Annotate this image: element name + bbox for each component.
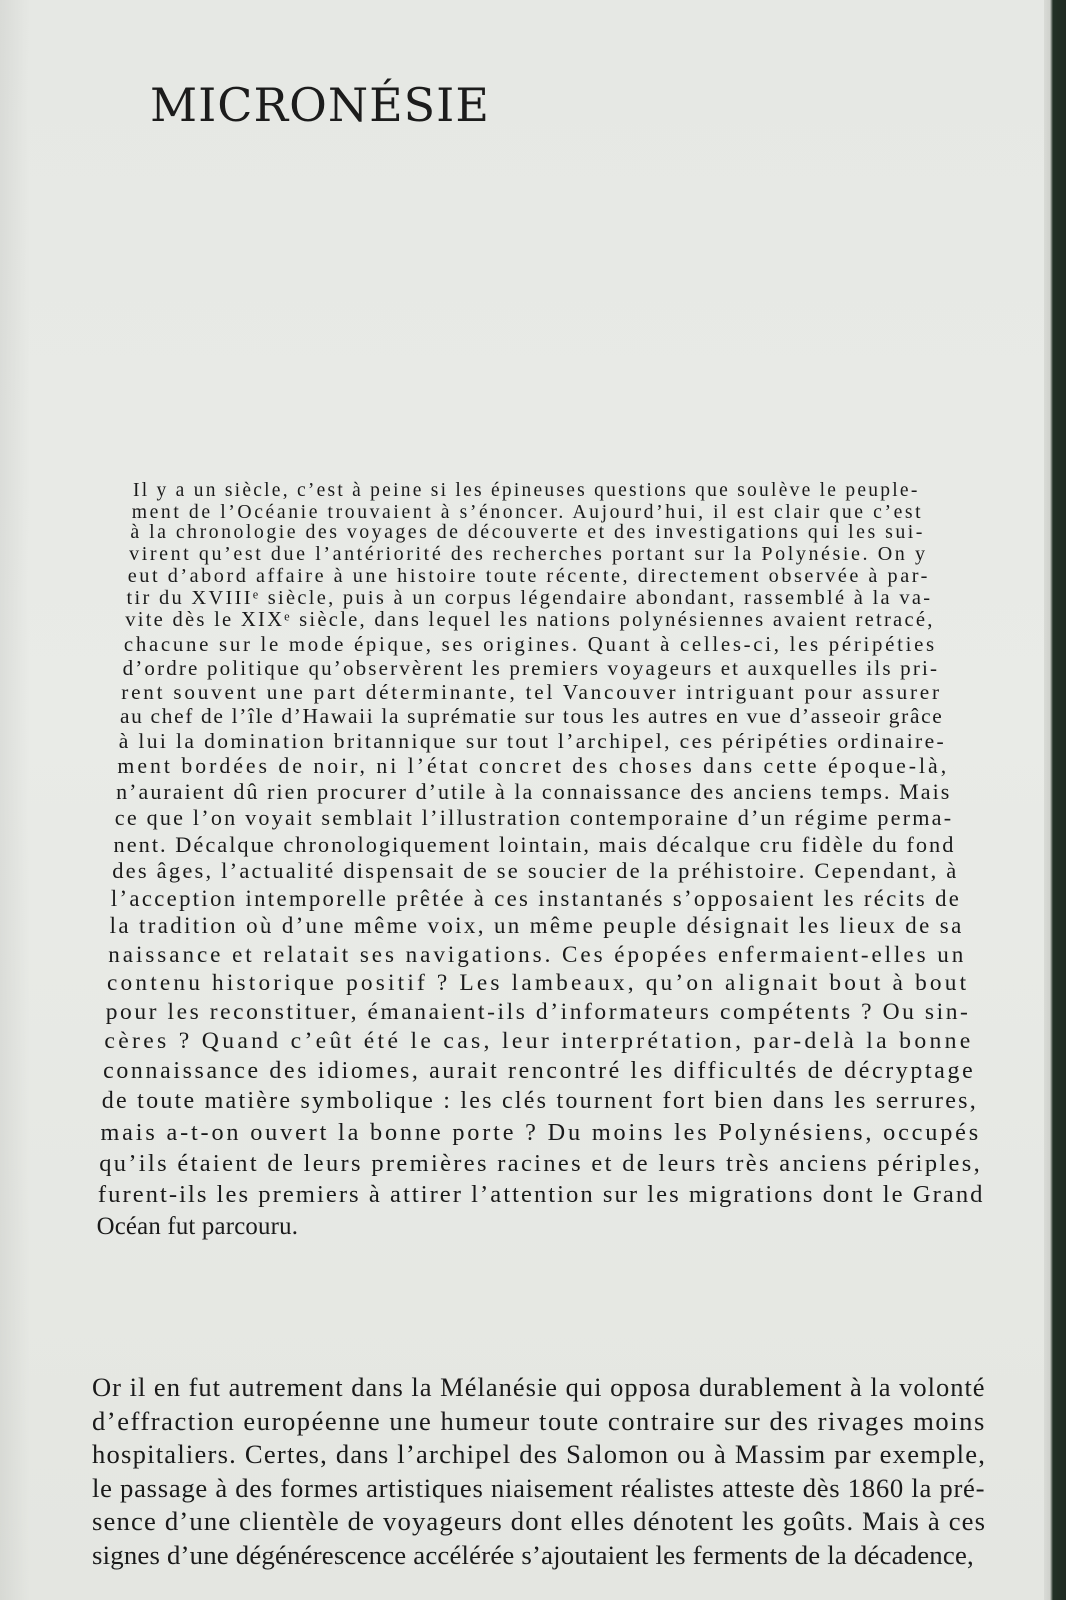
- text-line: cères ? Quand c’eût été le cas, leur interprétation, par-delà la bonne: [104, 1028, 974, 1054]
- text-line: à lui la domination britannique sur tout l’archipel, ces péripéties ordinaire-: [118, 728, 947, 753]
- text-line: nent. Décalque chronologiquement lointain, mais décalque cru fidèle du fond: [113, 831, 956, 857]
- text-line: contenu historique positif ? Les lambeaux, qu’on alignait bout à bout: [107, 969, 970, 996]
- chapter-title: MICRONÉSIE: [150, 78, 490, 132]
- text-line: ment de l’Océanie trouvaient à s’énoncer. Aujourd’hui, il est clair que c’est: [131, 500, 924, 523]
- text-line: n’auraient dû rien procurer d’utile à la connaissance des anciens temps. Mais: [116, 779, 952, 805]
- text-line: la tradition où d’une même voix, un même peuple désignait les lieux de sa: [109, 913, 964, 939]
- text-line: Océan fut parcouru.: [96, 1212, 299, 1240]
- text-line: Or il en fut autrement dans la Mélanésie qui opposa durablement à la volonté: [92, 1372, 986, 1402]
- text-line: eut d’abord affaire à une histoire toute récente, directement observée à par-: [127, 564, 930, 587]
- text-line: ce que l’on voyait semblait l’illustration contemporaine d’un régime perma-: [114, 805, 954, 831]
- text-line: furent-ils les premiers à attirer l’attention sur les migrations dont le Grand: [97, 1180, 985, 1208]
- text-line: au chef de l’île d’Hawaii la suprématie sur tous les autres en vue d’asseoir grâce: [120, 703, 944, 728]
- text-line: Il y a un siècle, c’est à peine si les épineuses questions que soulève le peuple-: [133, 480, 920, 501]
- text-line: virent qu’est due l’antériorité des recherches portant sur la Polynésie. On y: [129, 542, 928, 565]
- text-line: des âges, l’actualité dispensait de se soucier de la préhistoire. Cependant, à: [112, 858, 959, 884]
- text-line: hospitaliers. Certes, dans l’archipel des Salomon ou à Massim par exemple,: [92, 1439, 987, 1469]
- text-line: à la chronologie des voyages de découverte et des investigations qui les sui-: [130, 521, 925, 544]
- text-line: d’effraction européenne une humeur toute contraire sur des rivages moins: [92, 1405, 986, 1436]
- text-line: rent souvent une part déterminante, tel Vancouver intriguant pour assurer: [121, 679, 942, 704]
- text-line: l’acception intemporelle prêtée à ces instantanés s’opposaient les récits de: [110, 885, 962, 911]
- text-line: tir du XVIIIᵉ siècle, puis à un corpus légendaire abondant, rassemblé à la va-: [126, 586, 933, 609]
- text-line: qu’ils étaient de leurs premières racines et de leurs très anciens périples,: [99, 1149, 983, 1177]
- text-line: mais a-t-on ouvert la bonne porte ? Du moins les Polynésiens, occupés: [100, 1118, 982, 1146]
- text-line: de toute matière symbolique : les clés tournent fort bien dans les serrures,: [101, 1087, 978, 1114]
- text-line: connaissance des idiomes, aurait rencontré les difficultés de décryptage: [103, 1057, 976, 1084]
- text-line: pour les reconstituer, émanaient-ils d’informateurs compétents ? Ou sin-: [105, 998, 971, 1025]
- text-line: vite dès le XIXᵉ siècle, dans lequel les nations polynésiennes avaient retracé,: [125, 609, 935, 632]
- text-line: signes d’une dégénérescence accélérée s’ajoutaient les ferments de la décadence,: [92, 1539, 974, 1570]
- text-line: chacune sur le mode épique, ses origines. Quant à celles-ci, les péripéties: [123, 632, 937, 657]
- text-line: d’ordre politique qu’observèrent les premiers voyageurs et auxquelles ils pri-: [122, 655, 940, 680]
- text-line: ment bordées de noir, ni l’état concret des choses dans cette époque-là,: [117, 753, 950, 778]
- text-line: naissance et relatait ses navigations. Ces épopées enfermaient-elles un: [108, 941, 967, 968]
- text-line: le passage à des formes artistiques niaisement réalistes atteste dès 1860 la pré-: [92, 1472, 986, 1503]
- text-line: sence d’une clientèle de voyageurs dont elles dénotent les goûts. Mais à ces: [92, 1506, 987, 1536]
